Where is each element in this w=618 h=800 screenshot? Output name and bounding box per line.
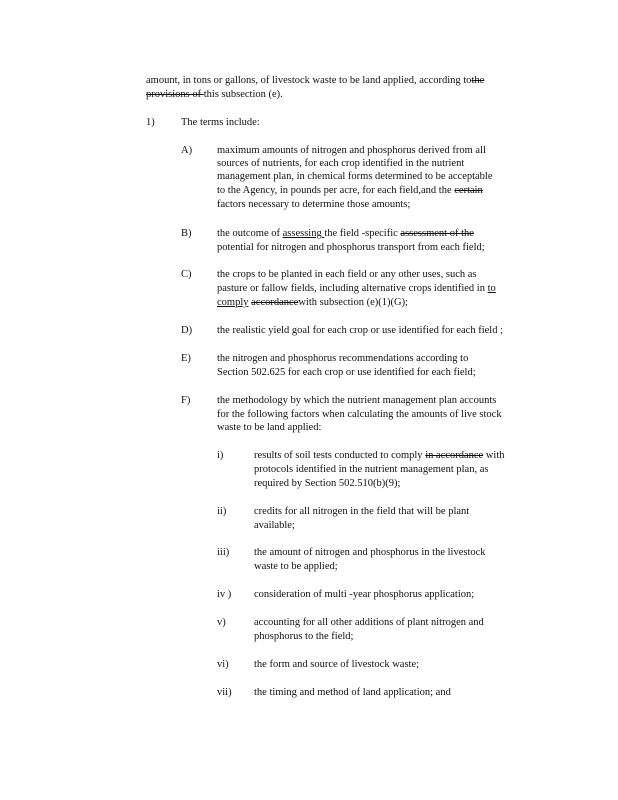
subitem-f-line-2: for the following factors when calculating the amounts of live stock	[217, 409, 502, 420]
roman-v-line-1: accounting for all other additions of plant nitrogen and	[254, 617, 484, 628]
inserted-text: comply	[217, 297, 249, 308]
subitem-label: F)	[181, 395, 191, 406]
intro-text: this subsection (e).	[203, 89, 283, 100]
subitem-b-line-1	[217, 227, 474, 240]
subitem-b-line-2: potential for nitrogen and phosphorus transport from each field;	[217, 242, 485, 253]
roman-ii-line-1: credits for all nitrogen in the field that will be plant	[254, 506, 470, 517]
deleted-text: accordance	[251, 297, 299, 308]
roman-iii-line-1: the amount of nitrogen and phosphorus in the livestock	[254, 547, 486, 558]
deleted-text: assessment of the	[400, 228, 474, 239]
subitem-d-line-1: the realistic yield goal for each crop or use identified for each field ;	[217, 325, 504, 336]
text-run: the outcome of	[217, 228, 283, 239]
roman-label: i)	[217, 450, 224, 461]
inserted-text: to	[487, 283, 496, 294]
roman-ii-line-2: available;	[254, 520, 295, 531]
deleted-text: certain	[454, 185, 483, 196]
roman-vii-line-1: the timing and method of land application; and	[254, 687, 451, 698]
roman-v-line-2: phosphorus to the field;	[254, 631, 354, 642]
subitem-e-line-2: Section 502.625 for each crop or use identified for each field;	[217, 367, 476, 378]
roman-label: v)	[217, 617, 226, 628]
subitem-label: B)	[181, 228, 192, 239]
subitem-label: D)	[181, 325, 193, 336]
deleted-text: the	[471, 75, 485, 86]
text-run: with	[483, 450, 505, 461]
subitem-c-line-1: the crops to be planted in each field or any other uses, such as	[217, 269, 477, 280]
roman-label: iii)	[217, 547, 230, 558]
intro-line-2	[146, 88, 283, 101]
roman-label: vii)	[217, 687, 232, 698]
roman-iii-line-2: waste to be applied;	[254, 561, 338, 572]
intro-text: amount, in tons or gallons, of livestock waste to be land applied, according to	[146, 75, 472, 86]
subitem-a-line-4	[217, 184, 483, 197]
text-run: pasture or fallow fields, including alternative crops identified in	[217, 283, 488, 294]
subitem-c-line-3	[217, 296, 408, 309]
subitem-label: E)	[181, 353, 191, 364]
inserted-text: assessing	[282, 228, 325, 239]
text-run: to the Agency, in pounds per acre, for each field,	[217, 185, 421, 196]
roman-label: ii)	[217, 506, 227, 517]
subitem-label: A)	[181, 145, 193, 156]
roman-i-line-1	[254, 449, 505, 462]
subitem-f-line-3: waste to be land applied:	[217, 422, 322, 433]
roman-i-line-3: required by Section 502.510(b)(9);	[254, 478, 401, 489]
item-label: 1)	[146, 117, 155, 128]
text-run: with subsection (e)(1)(G);	[298, 297, 408, 308]
roman-i-line-2: protocols identified in the nutrient management plan, as	[254, 464, 489, 475]
text-run: results of soil tests conducted to comply	[254, 450, 426, 461]
text-run: the field -specific	[324, 228, 401, 239]
subitem-e-line-1: the nitrogen and phosphorus recommendations according to	[217, 353, 469, 364]
item-text: The terms include:	[181, 117, 260, 128]
subitem-a-line-5: factors necessary to determine those amounts;	[217, 199, 411, 210]
roman-iv-line-1: consideration of multi -year phosphorus application;	[254, 589, 475, 600]
subitem-a-line-3: management plan, in chemical forms determined to be acceptable	[217, 171, 493, 182]
roman-label: iv )	[217, 589, 232, 600]
subitem-a-line-2: sources of nutrients, for each crop identified in the nutrient	[217, 158, 465, 169]
subitem-f-line-1: the methodology by which the nutrient management plan accounts	[217, 395, 497, 406]
deleted-text: provisions of	[146, 89, 204, 100]
deleted-text: in accordance	[425, 450, 484, 461]
subitem-a-line-1: maximum amounts of nitrogen and phosphorus derived from all	[217, 145, 486, 156]
subitem-label: C)	[181, 269, 192, 280]
text-run: and the	[421, 185, 455, 196]
subitem-c-line-2	[217, 282, 496, 295]
roman-vi-line-1: the form and source of livestock waste;	[254, 659, 420, 670]
roman-label: vi)	[217, 659, 229, 670]
intro-line-1	[146, 74, 484, 87]
